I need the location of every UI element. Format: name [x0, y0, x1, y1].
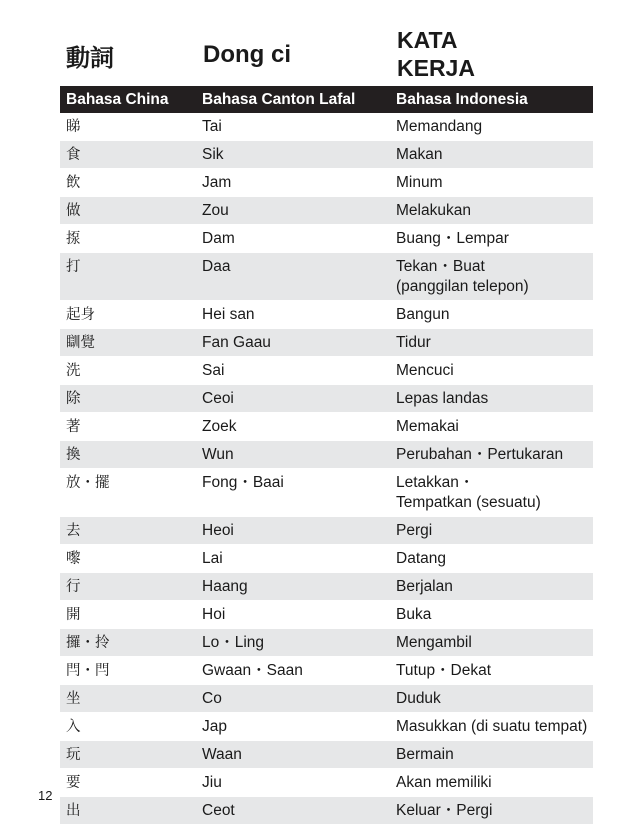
heading-indonesian	[397, 26, 475, 82]
cell-indonesian-line2: (panggilan telepon)	[396, 278, 529, 295]
cell-cantonese: Ceoi	[196, 385, 390, 413]
cell-cantonese: Co	[196, 685, 390, 713]
cell-cantonese: Jam	[196, 169, 390, 197]
cell-indonesian-line1: Bangun	[396, 306, 450, 323]
cell-chinese: 玩	[60, 741, 196, 769]
cell-cantonese: Lai	[196, 545, 390, 573]
cell-indonesian-line1: Mengambil	[396, 634, 472, 651]
cell-indonesian	[390, 141, 593, 169]
cell-indonesian	[390, 601, 593, 629]
cell-cantonese: Daa	[196, 253, 390, 301]
table-row	[60, 225, 593, 253]
cell-indonesian	[390, 629, 593, 657]
cell-chinese: 行	[60, 573, 196, 601]
cell-indonesian-line1: Tekan・Buat	[396, 258, 485, 275]
table-row	[60, 657, 593, 685]
cell-indonesian	[390, 573, 593, 601]
cell-indonesian-line1: Duduk	[396, 690, 441, 707]
table-row	[60, 329, 593, 357]
cell-chinese: 起身	[60, 301, 196, 329]
column-header-cantonese: Bahasa Canton Lafal	[196, 86, 390, 113]
cell-cantonese: Waan	[196, 741, 390, 769]
cell-indonesian-line1: Makan	[396, 146, 443, 163]
page-number: 12	[38, 788, 53, 803]
cell-cantonese: Haang	[196, 573, 390, 601]
cell-chinese: 著	[60, 413, 196, 441]
cell-indonesian-line1: Buka	[396, 606, 432, 623]
cell-indonesian	[390, 329, 593, 357]
column-header-indonesian: Bahasa Indonesia	[390, 86, 593, 113]
table-row	[60, 413, 593, 441]
cell-indonesian	[390, 169, 593, 197]
cell-indonesian-line1: Mencuci	[396, 362, 454, 379]
cell-indonesian	[390, 685, 593, 713]
cell-chinese: 開	[60, 601, 196, 629]
cell-cantonese: Heoi	[196, 517, 390, 545]
heading-indonesian-line2: KERJA	[397, 55, 475, 81]
cell-indonesian	[390, 545, 593, 573]
cell-chinese: 揼	[60, 225, 196, 253]
cell-chinese: 放・擺	[60, 469, 196, 517]
cell-cantonese: Dam	[196, 225, 390, 253]
table-row	[60, 713, 593, 741]
cell-chinese: 睇	[60, 113, 196, 141]
cell-chinese: 除	[60, 385, 196, 413]
cell-indonesian	[390, 197, 593, 225]
cell-chinese: 瞓覺	[60, 329, 196, 357]
cell-indonesian-line1: Memandang	[396, 118, 483, 135]
column-header-chinese: Bahasa China	[60, 86, 196, 113]
cell-cantonese: Tai	[196, 113, 390, 141]
table-row	[60, 113, 593, 141]
cell-chinese: 換	[60, 441, 196, 469]
cell-cantonese: Hei san	[196, 301, 390, 329]
cell-indonesian	[390, 517, 593, 545]
cell-chinese: 去	[60, 517, 196, 545]
cell-indonesian	[390, 301, 593, 329]
cell-cantonese: Jiu	[196, 769, 390, 797]
table-row	[60, 545, 593, 573]
table-row	[60, 517, 593, 545]
cell-indonesian-line1: Pergi	[396, 522, 433, 539]
cell-cantonese: Jap	[196, 713, 390, 741]
table-row	[60, 469, 593, 517]
table-row	[60, 301, 593, 329]
cell-indonesian	[390, 357, 593, 385]
cell-indonesian	[390, 113, 593, 141]
cell-indonesian-line1: Keluar・Pergi	[396, 802, 493, 819]
heading-chinese: 動詞	[66, 44, 114, 72]
cell-chinese: 洗	[60, 357, 196, 385]
heading-indonesian-line1: KATA	[397, 27, 458, 53]
cell-indonesian	[390, 469, 593, 517]
cell-indonesian	[390, 441, 593, 469]
cell-chinese: 坐	[60, 685, 196, 713]
cell-indonesian-line1: Tutup・Dekat	[396, 662, 492, 679]
cell-chinese: 做	[60, 197, 196, 225]
cell-indonesian-line1: Datang	[396, 550, 446, 567]
cell-cantonese: Sik	[196, 141, 390, 169]
cell-cantonese: Fong・Baai	[196, 469, 390, 517]
cell-cantonese: Ceot	[196, 797, 390, 825]
cell-indonesian	[390, 225, 593, 253]
cell-indonesian-line1: Masukkan (di suatu tempat)	[396, 718, 588, 735]
cell-chinese: 要	[60, 769, 196, 797]
cell-indonesian-line1: Bermain	[396, 746, 454, 763]
cell-cantonese: Fan Gaau	[196, 329, 390, 357]
cell-chinese: 嚟	[60, 545, 196, 573]
cell-chinese: 攞・拎	[60, 629, 196, 657]
table-row	[60, 601, 593, 629]
cell-cantonese: Gwaan・Saan	[196, 657, 390, 685]
cell-indonesian	[390, 385, 593, 413]
cell-indonesian	[390, 769, 593, 797]
cell-cantonese: Wun	[196, 441, 390, 469]
cell-indonesian	[390, 413, 593, 441]
table-row	[60, 357, 593, 385]
table-row	[60, 769, 593, 797]
cell-indonesian	[390, 253, 593, 301]
cell-indonesian-line1: Memakai	[396, 418, 459, 435]
table-row	[60, 685, 593, 713]
cell-cantonese: Sai	[196, 357, 390, 385]
table-row	[60, 385, 593, 413]
cell-indonesian	[390, 741, 593, 769]
cell-cantonese: Zoek	[196, 413, 390, 441]
cell-chinese: 閂・閂	[60, 657, 196, 685]
table-row	[60, 253, 593, 301]
table-header-row	[60, 86, 593, 113]
cell-chinese: 入	[60, 713, 196, 741]
cell-indonesian-line1: Akan memiliki	[396, 774, 492, 791]
cell-indonesian-line1: Melakukan	[396, 202, 471, 219]
cell-chinese: 飲	[60, 169, 196, 197]
cell-indonesian-line1: Perubahan・Pertukaran	[396, 446, 564, 463]
verb-table	[60, 86, 593, 825]
cell-indonesian	[390, 713, 593, 741]
cell-indonesian-line1: Letakkan・	[396, 474, 475, 491]
cell-indonesian-line1: Berjalan	[396, 578, 453, 595]
table-row	[60, 797, 593, 825]
cell-indonesian	[390, 797, 593, 825]
cell-indonesian-line1: Lepas landas	[396, 390, 489, 407]
cell-chinese: 出	[60, 797, 196, 825]
table-row	[60, 629, 593, 657]
cell-cantonese: Zou	[196, 197, 390, 225]
cell-indonesian-line2: Tempatkan (sesuatu)	[396, 494, 541, 511]
table-row	[60, 197, 593, 225]
cell-indonesian-line1: Buang・Lempar	[396, 230, 509, 247]
table-row	[60, 141, 593, 169]
table-row	[60, 741, 593, 769]
table-row	[60, 573, 593, 601]
cell-indonesian-line1: Minum	[396, 174, 443, 191]
cell-indonesian-line1: Tidur	[396, 334, 431, 351]
cell-cantonese: Lo・Ling	[196, 629, 390, 657]
table-row	[60, 441, 593, 469]
cell-chinese: 食	[60, 141, 196, 169]
cell-cantonese: Hoi	[196, 601, 390, 629]
cell-chinese: 打	[60, 253, 196, 301]
heading-cantonese: Dong ci	[203, 41, 291, 68]
table-row	[60, 169, 593, 197]
cell-indonesian	[390, 657, 593, 685]
